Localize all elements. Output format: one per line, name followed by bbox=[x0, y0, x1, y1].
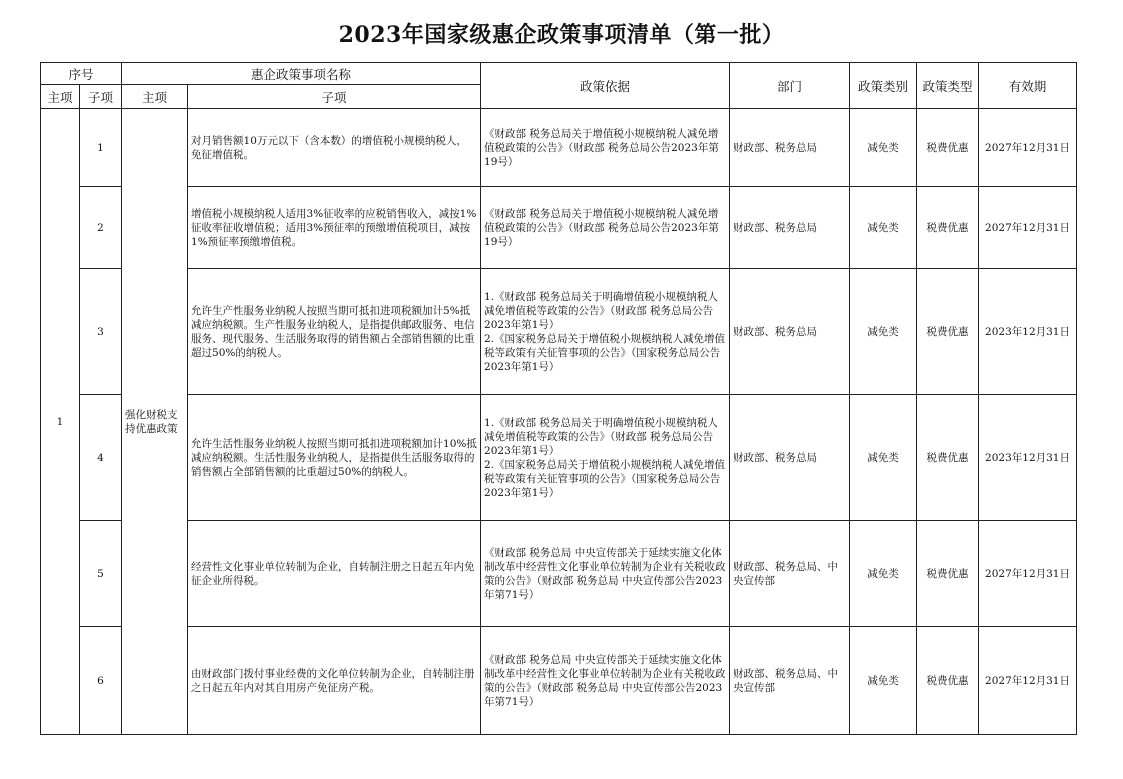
policy-category: 减免类 bbox=[850, 269, 917, 395]
header-name-sub: 子项 bbox=[188, 85, 481, 109]
department: 财政部、税务总局 bbox=[730, 109, 850, 187]
header-item-name: 惠企政策事项名称 bbox=[122, 63, 481, 85]
sub-item-text: 对月销售额10万元以下（含本数）的增值税小规模纳税人，免征增值税。 bbox=[188, 109, 481, 187]
policy-basis bbox=[481, 395, 730, 521]
policy-basis bbox=[481, 521, 730, 627]
validity-date: 2023年12月31日 bbox=[979, 269, 1077, 395]
basis-line: 1.《财政部 税务总局关于明确增值税小规模纳税人减免增值税等政策的公告》（财政部 税务总局公告2023年第1号） bbox=[484, 416, 718, 457]
table-row bbox=[41, 109, 1077, 187]
header-name-main: 主项 bbox=[122, 85, 188, 109]
main-item-number: 1 bbox=[41, 109, 80, 735]
policy-basis bbox=[481, 269, 730, 395]
table-row bbox=[41, 521, 1077, 627]
policy-basis bbox=[481, 627, 730, 735]
validity-date: 2027年12月31日 bbox=[979, 627, 1077, 735]
basis-line: 《财政部 税务总局关于增值税小规模纳税人减免增值税政策的公告》（财政部 税务总局公告2023年第19号） bbox=[484, 127, 719, 168]
header-seq: 序号 bbox=[41, 63, 122, 85]
document-title: 2023年国家级惠企政策事项清单（第一批） bbox=[338, 22, 785, 48]
sub-item-text: 允许生活性服务业纳税人按照当期可抵扣进项税额加计10%抵减应纳税额。生活性服务业纳税人，是指提供生活服务取得的销售额占全部销售额的比重超过50%的纳税人。 bbox=[188, 395, 481, 521]
sub-item-number: 5 bbox=[80, 521, 122, 627]
basis-line: 《财政部 税务总局关于增值税小规模纳税人减免增值税政策的公告》（财政部 税务总局公告2023年第19号） bbox=[484, 207, 719, 248]
sub-item-number: 1 bbox=[80, 109, 122, 187]
policy-category: 减免类 bbox=[850, 627, 917, 735]
department: 财政部、税务总局 bbox=[730, 395, 850, 521]
department: 财政部、税务总局 bbox=[730, 269, 850, 395]
policy-type: 税费优惠 bbox=[917, 395, 979, 521]
sub-item-text: 增值税小规模纳税人适用3%征收率的应税销售收入，减按1%征收率征收增值税；适用3%预征率的预缴增值税项目，减按1%预征率预缴增值税。 bbox=[188, 187, 481, 269]
main-item-name: 强化财税支持优惠政策 bbox=[122, 109, 188, 735]
basis-line: 2.《国家税务总局关于增值税小规模纳税人减免增值税等政策有关征管事项的公告》（国家税务总局公告2023年第1号） bbox=[484, 458, 726, 499]
sub-item-text: 由财政部门拨付事业经费的文化单位转制为企业，自转制注册之日起五年内对其自用房产免征房产税。 bbox=[188, 627, 481, 735]
policy-basis bbox=[481, 187, 730, 269]
department: 财政部、税务总局、中央宣传部 bbox=[730, 627, 850, 735]
basis-line: 《财政部 税务总局 中央宣传部关于延续实施文化体制改革中经营性文化事业单位转制为企业有关税收政策的公告》（财政部 税务总局 中央宣传部公告2023年第71号） bbox=[484, 653, 726, 708]
department: 财政部、税务总局 bbox=[730, 187, 850, 269]
policy-category: 减免类 bbox=[850, 521, 917, 627]
policy-category: 减免类 bbox=[850, 109, 917, 187]
validity-date: 2023年12月31日 bbox=[979, 395, 1077, 521]
header-row-1 bbox=[41, 63, 1077, 85]
basis-line: 2.《国家税务总局关于增值税小规模纳税人减免增值税等政策有关征管事项的公告》（国家税务总局公告2023年第1号） bbox=[484, 332, 726, 373]
policy-type: 税费优惠 bbox=[917, 627, 979, 735]
table-row bbox=[41, 395, 1077, 521]
header-policy-type: 政策类型 bbox=[917, 63, 979, 109]
department: 财政部、税务总局、中央宣传部 bbox=[730, 521, 850, 627]
table-row bbox=[41, 627, 1077, 735]
validity-date: 2027年12月31日 bbox=[979, 109, 1077, 187]
sub-item-text: 允许生产性服务业纳税人按照当期可抵扣进项税额加计5%抵减应纳税额。生产性服务业纳税人，是指提供邮政服务、电信服务、现代服务、生活服务取得的销售额占全部销售额的比重超过50%的纳税人。 bbox=[188, 269, 481, 395]
header-validity: 有效期 bbox=[979, 63, 1077, 109]
policy-type: 税费优惠 bbox=[917, 187, 979, 269]
table-row bbox=[41, 187, 1077, 269]
policy-basis bbox=[481, 109, 730, 187]
header-basis: 政策依据 bbox=[481, 63, 730, 109]
policy-category: 减免类 bbox=[850, 187, 917, 269]
basis-line: 1.《财政部 税务总局关于明确增值税小规模纳税人减免增值税等政策的公告》（财政部 税务总局公告2023年第1号） bbox=[484, 290, 718, 331]
policy-category: 减免类 bbox=[850, 395, 917, 521]
policy-type: 税费优惠 bbox=[917, 269, 979, 395]
header-policy-category: 政策类别 bbox=[850, 63, 917, 109]
policy-table bbox=[40, 62, 1077, 735]
basis-line: 《财政部 税务总局 中央宣传部关于延续实施文化体制改革中经营性文化事业单位转制为企业有关税收政策的公告》（财政部 税务总局 中央宣传部公告2023年第71号） bbox=[484, 546, 726, 601]
policy-type: 税费优惠 bbox=[917, 109, 979, 187]
header-main: 主项 bbox=[41, 85, 80, 109]
sub-item-text: 经营性文化事业单位转制为企业，自转制注册之日起五年内免征企业所得税。 bbox=[188, 521, 481, 627]
policy-type: 税费优惠 bbox=[917, 521, 979, 627]
sub-item-number: 3 bbox=[80, 269, 122, 395]
table-row bbox=[41, 269, 1077, 395]
header-sub: 子项 bbox=[80, 85, 122, 109]
sub-item-number: 2 bbox=[80, 187, 122, 269]
validity-date: 2027年12月31日 bbox=[979, 187, 1077, 269]
validity-date: 2027年12月31日 bbox=[979, 521, 1077, 627]
sub-item-number: 6 bbox=[80, 627, 122, 735]
sub-item-number: 4 bbox=[80, 395, 122, 521]
header-dept: 部门 bbox=[730, 63, 850, 109]
